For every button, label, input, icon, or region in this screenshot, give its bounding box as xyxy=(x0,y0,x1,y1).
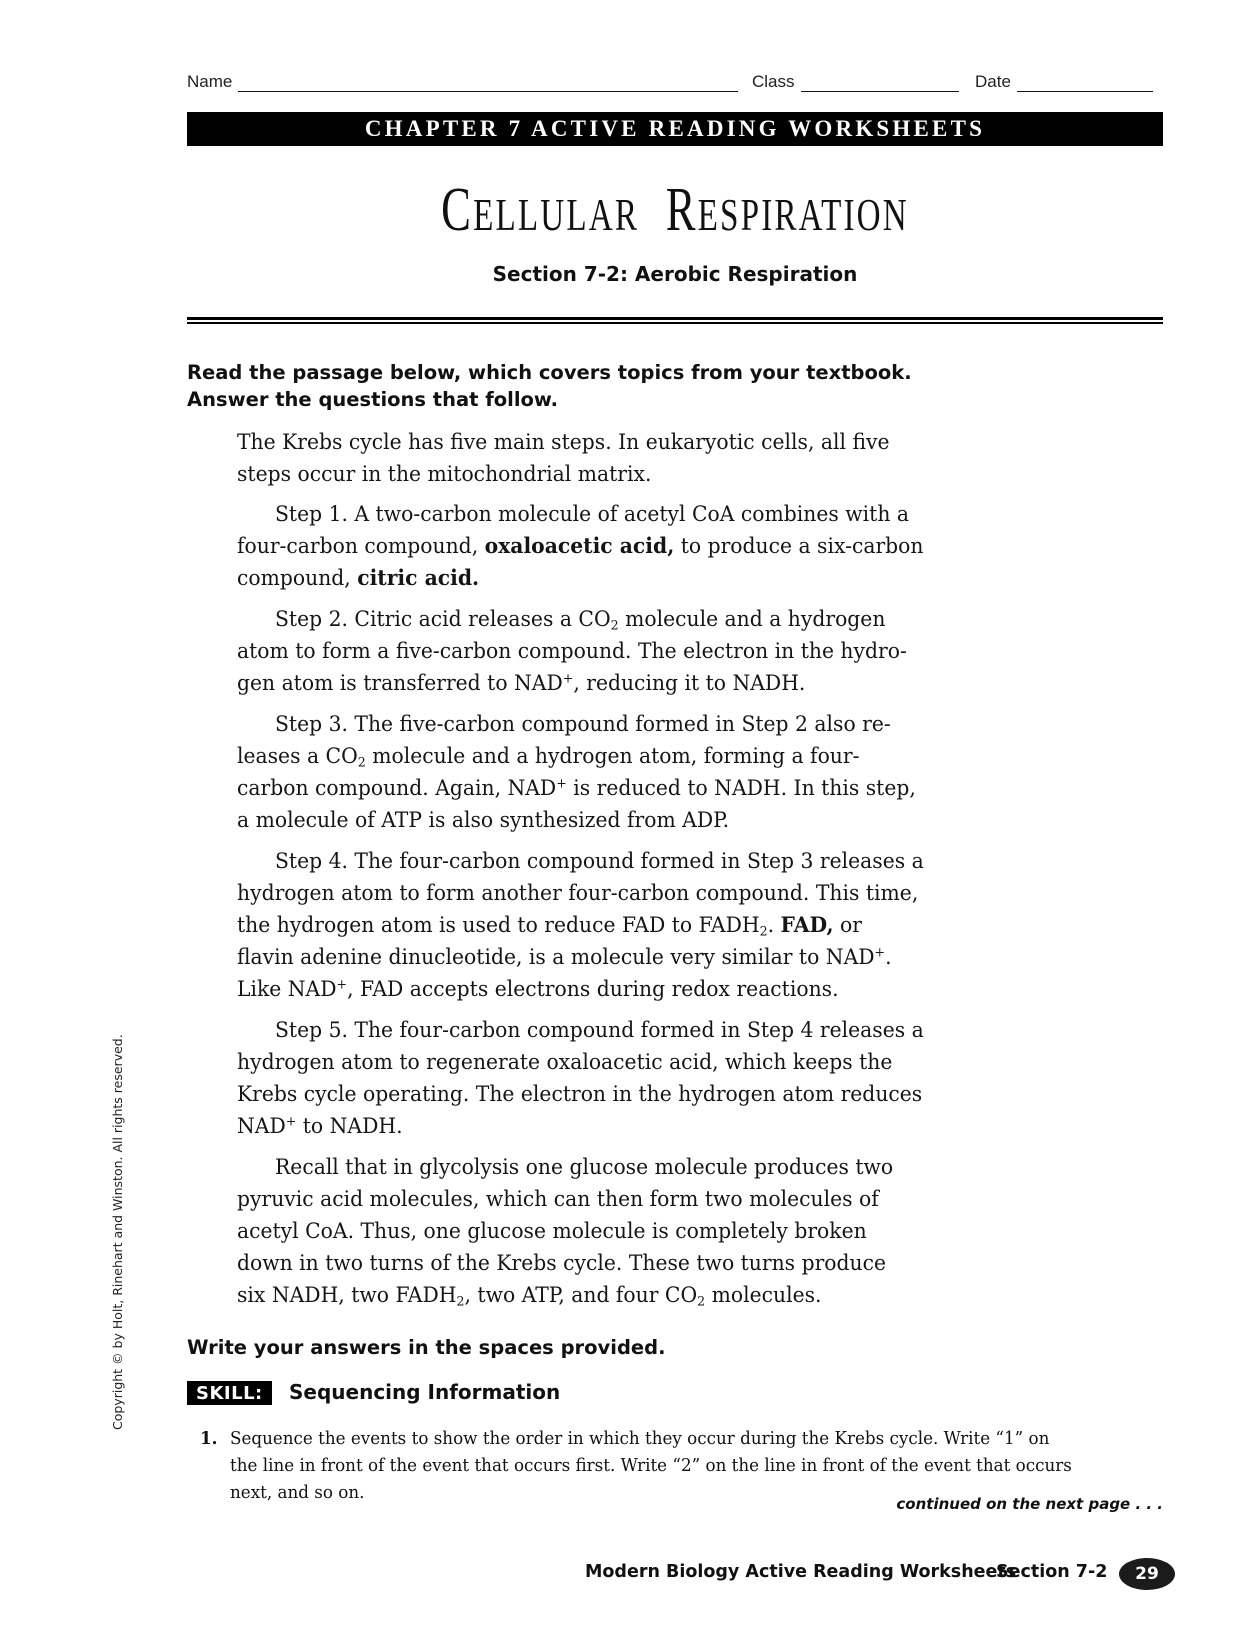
passage-line: Step 3. The five-carbon compound formed in Step 2 also re- xyxy=(275,712,891,737)
passage-line: Like NAD+, FAD accepts electrons during redox reactions. xyxy=(237,977,839,1002)
passage-line: NAD+ to NADH. xyxy=(237,1114,403,1139)
chapter-banner xyxy=(187,112,1163,146)
skill-name: Sequencing Information xyxy=(289,1380,561,1404)
passage-line: Step 4. The four-carbon compound formed in Step 3 releases a xyxy=(275,849,924,874)
passage-line: Krebs cycle operating. The electron in the hydrogen atom reduces xyxy=(237,1082,923,1107)
passage-line: Step 5. The four-carbon compound formed in Step 4 releases a xyxy=(275,1018,924,1043)
question-line: Sequence the events to show the order in which they occur during the Krebs cycle. Write “1” on xyxy=(230,1428,1050,1449)
passage-line: pyruvic acid molecules, which can then form two molecules of xyxy=(237,1187,879,1212)
section-heading: Section 7-2: Aerobic Respiration xyxy=(492,262,858,286)
name-field[interactable] xyxy=(187,70,738,92)
passage-line: Step 1. A two-carbon molecule of acetyl CoA combines with a xyxy=(275,502,909,527)
date-field[interactable] xyxy=(975,70,1153,92)
title-initial-1: C xyxy=(441,176,474,244)
divider-rule xyxy=(187,317,1163,320)
passage-line: The Krebs cycle has five main steps. In eukaryotic cells, all five xyxy=(237,430,890,455)
passage-line: carbon compound. Again, NAD+ is reduced to NADH. In this step, xyxy=(237,776,916,801)
passage-line: steps occur in the mitochondrial matrix. xyxy=(237,462,652,487)
chapter-banner-text: CHAPTER 7 ACTIVE READING WORKSHEETS xyxy=(364,116,986,141)
copyright-notice: Copyright © by Holt, Rinehart and Winston. All rights reserved. xyxy=(110,1034,125,1430)
title-rest-2: ESPIRATION xyxy=(697,189,909,240)
term-fad: FAD, xyxy=(780,913,834,938)
passage-line: gen atom is transferred to NAD+, reducing it to NADH. xyxy=(237,671,806,696)
footer-section: Section 7-2 xyxy=(996,1562,1108,1582)
question-number: 1. xyxy=(200,1428,218,1449)
passage-line: Recall that in glycolysis one glucose molecule produces two xyxy=(275,1155,894,1180)
title-initial-2: R xyxy=(665,176,698,244)
title-rest-1: ELLULAR xyxy=(473,189,640,240)
class-label: Class xyxy=(752,72,795,91)
skill-badge: SKILL: xyxy=(187,1381,272,1405)
passage-line: compound, citric acid. xyxy=(237,566,480,591)
term-citric-acid: citric acid. xyxy=(357,566,480,591)
name-input-line[interactable] xyxy=(238,79,738,92)
passage-line: hydrogen atom to regenerate oxaloacetic acid, which keeps the xyxy=(237,1050,893,1075)
name-label: Name xyxy=(187,72,233,91)
answers-instruction: Write your answers in the spaces provided. xyxy=(187,1336,666,1359)
passage-line: six NADH, two $FADH_2$, two ATP, and four $CO_2$ molecules. xyxy=(237,1283,822,1310)
page-title xyxy=(324,170,1027,255)
instruction-line: Answer the questions that follow. xyxy=(187,388,559,411)
question-line: next, and so on. xyxy=(230,1482,365,1503)
divider-rule xyxy=(187,322,1163,324)
class-input-line[interactable] xyxy=(801,79,959,92)
passage-line: leases a $CO_2$ molecule and a hydrogen atom, forming a four- xyxy=(237,744,860,771)
passage-line: down in two turns of the Krebs cycle. These two turns produce xyxy=(237,1251,887,1276)
passage-line: atom to form a five-carbon compound. The electron in the hydro- xyxy=(237,639,907,664)
question-line: the line in front of the event that occurs first. Write “2” on the line in front of the event that occurs xyxy=(230,1455,1072,1476)
footer-book-title: Modern Biology Active Reading Worksheets xyxy=(585,1562,1017,1582)
date-input-line[interactable] xyxy=(1017,79,1153,92)
page-number: 29 xyxy=(1135,1564,1159,1584)
term-oxaloacetic-acid: oxaloacetic acid, xyxy=(484,534,675,559)
passage-line: hydrogen atom to form another four-carbon compound. This time, xyxy=(237,881,919,906)
passage-line: the hydrogen atom is used to reduce FAD to $FADH_2$. FAD, or xyxy=(237,913,862,940)
continued-note: continued on the next page . . . xyxy=(896,1495,1163,1513)
passage-line: Step 2. Citric acid releases a $CO_2$ molecule and a hydrogen xyxy=(275,607,886,634)
passage-line: four-carbon compound, oxaloacetic acid, to produce a six-carbon xyxy=(237,534,924,559)
passage-line: acetyl CoA. Thus, one glucose molecule is completely broken xyxy=(237,1219,867,1244)
date-label: Date xyxy=(975,72,1011,91)
instruction-line: Read the passage below, which covers topics from your textbook. xyxy=(187,361,912,384)
passage-line: flavin adenine dinucleotide, is a molecule very similar to NAD+. xyxy=(237,945,892,970)
class-field[interactable] xyxy=(752,70,959,92)
page-number-badge xyxy=(1119,1558,1175,1590)
passage-line: a molecule of ATP is also synthesized from ADP. xyxy=(237,808,730,833)
